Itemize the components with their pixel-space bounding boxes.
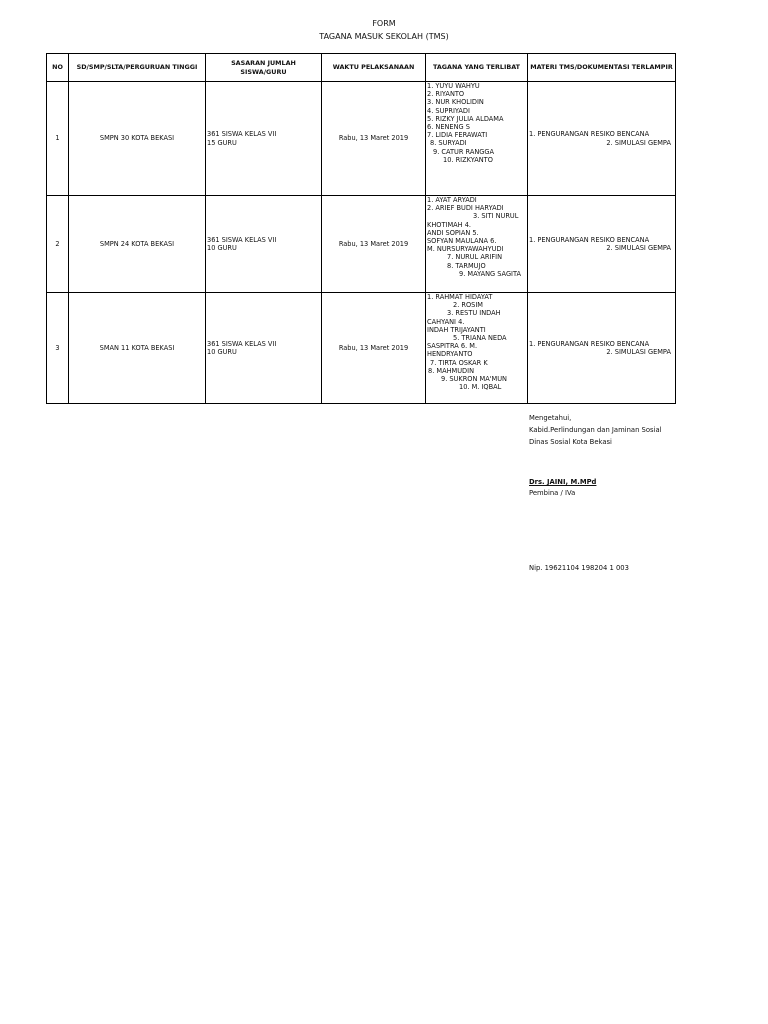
member: 4. SUPRIYADI <box>427 106 470 115</box>
member: 1. YUYU WAHYU <box>427 82 480 90</box>
member: 8. MAHMUDIN <box>428 366 475 375</box>
row-material <box>528 293 676 404</box>
member: M. NURSURYAWAHYUDI <box>427 245 504 254</box>
member: 5. TRIANA NEDA <box>453 334 507 343</box>
material-item: 1. PENGURANGAN RESIKO BENCANA <box>529 130 650 139</box>
member: 10. M. IQBAL <box>459 383 502 392</box>
member: CAHYANI 4. <box>427 317 465 326</box>
member: 1. AYAT ARYADI <box>427 196 477 204</box>
row-members <box>426 82 528 196</box>
row-no: 3 <box>47 293 69 404</box>
signature-name: Drs. JAINI, M.MPd <box>529 478 597 486</box>
material-item: 2. SIMULASI GEMPA <box>606 138 671 147</box>
member: 2. ROSIM <box>453 301 483 310</box>
member: 9. MAYANG SAGITA <box>459 269 522 278</box>
member: HENDRYANTO <box>427 350 473 359</box>
signature-acknowledged: Mengetahui, <box>529 414 572 422</box>
row-time: Rabu, 13 Maret 2019 <box>322 196 426 293</box>
material-item: 2. SIMULASI GEMPA <box>606 244 671 252</box>
form-subtitle: TAGANA MASUK SEKOLAH (TMS) <box>319 32 449 41</box>
row-school: SMPN 24 KOTA BEKASI <box>69 196 206 293</box>
row-no: 2 <box>47 196 69 293</box>
col-header-target: SASARAN JUMLAH SISWA/GURU <box>206 54 322 82</box>
col-header-time: WAKTU PELAKSANAAN <box>322 54 426 82</box>
member: 7. NURUL ARIFIN <box>447 253 503 262</box>
signature-position: Kabid.Perlindungan dan Jaminan Sosial <box>529 426 662 434</box>
target-students: 361 SISWA KELAS VII <box>207 339 277 348</box>
target-students: 361 SISWA KELAS VII <box>207 130 277 139</box>
material-item: 1. PENGURANGAN RESIKO BENCANA <box>529 339 650 348</box>
row-target <box>206 82 322 196</box>
member: 3. SITI NURUL <box>473 212 519 221</box>
col-header-no: NO <box>47 54 69 82</box>
member: ANDI SOPIAN 5. <box>427 228 479 237</box>
member: 2. RIYANTO <box>427 90 465 99</box>
signature-nip: Nip. 19621104 198204 1 003 <box>529 564 629 572</box>
target-students: 361 SISWA KELAS VII <box>207 235 277 244</box>
row-time: Rabu, 13 Maret 2019 <box>322 293 426 404</box>
row-time: Rabu, 13 Maret 2019 <box>322 82 426 196</box>
table-header-row <box>47 54 676 82</box>
col-header-members: TAGANA YANG TERLIBAT <box>426 54 528 82</box>
member: 3. NUR KHOLIDIN <box>427 98 484 107</box>
target-teachers: 10 GURU <box>207 348 237 356</box>
member: 8. TARMUJO <box>447 261 486 270</box>
table-row <box>47 293 676 404</box>
row-school: SMPN 30 KOTA BEKASI <box>69 82 206 196</box>
col-header-material: MATERI TMS/DOKUMENTASI TERLAMPIR <box>528 54 676 82</box>
member: 9. CATUR RANGGA <box>433 147 495 156</box>
member: 10. RIZKYANTO <box>443 155 493 164</box>
form-title: FORM <box>372 19 396 28</box>
member: 9. SUKRON MA'MUN <box>441 375 507 384</box>
member: INDAH TRIJAYANTI <box>427 325 486 334</box>
member: 7. LIDIA FERAWATI <box>427 131 488 140</box>
row-target <box>206 196 322 293</box>
member: 8. SURYADI <box>430 139 467 148</box>
row-members <box>426 196 528 293</box>
target-teachers: 10 GURU <box>207 244 237 252</box>
member: 2. ARIEF BUDI HARYADI <box>427 204 504 213</box>
table-row <box>47 196 676 293</box>
table-row <box>47 82 676 196</box>
row-target <box>206 293 322 404</box>
tms-table <box>46 53 676 404</box>
col-header-school: SD/SMP/SLTA/PERGURUAN TINGGI <box>69 54 206 82</box>
member: 5. RIZKY JULIA ALDAMA <box>427 114 504 123</box>
member: SASPITRA 6. M. <box>427 342 478 351</box>
row-material <box>528 196 676 293</box>
signature-office: Dinas Sosial Kota Bekasi <box>529 438 612 446</box>
row-members <box>426 293 528 404</box>
target-teachers: 15 GURU <box>207 138 237 147</box>
signature-rank: Pembina / IVa <box>529 489 576 497</box>
row-no: 1 <box>47 82 69 196</box>
row-material <box>528 82 676 196</box>
member: 1. RAHMAT HIDAYAT <box>427 293 493 301</box>
member: 6. NENENG S <box>427 123 470 132</box>
material-item: 1. PENGURANGAN RESIKO BENCANA <box>529 235 650 244</box>
member: SOFYAN MAULANA 6. <box>427 237 497 246</box>
member: 3. RESTU INDAH <box>447 309 501 318</box>
member: 7. TIRTA OSKAR K <box>430 358 488 367</box>
row-school: SMAN 11 KOTA BEKASI <box>69 293 206 404</box>
member: KHOTIMAH 4. <box>427 220 471 229</box>
material-item: 2. SIMULASI GEMPA <box>606 348 671 356</box>
